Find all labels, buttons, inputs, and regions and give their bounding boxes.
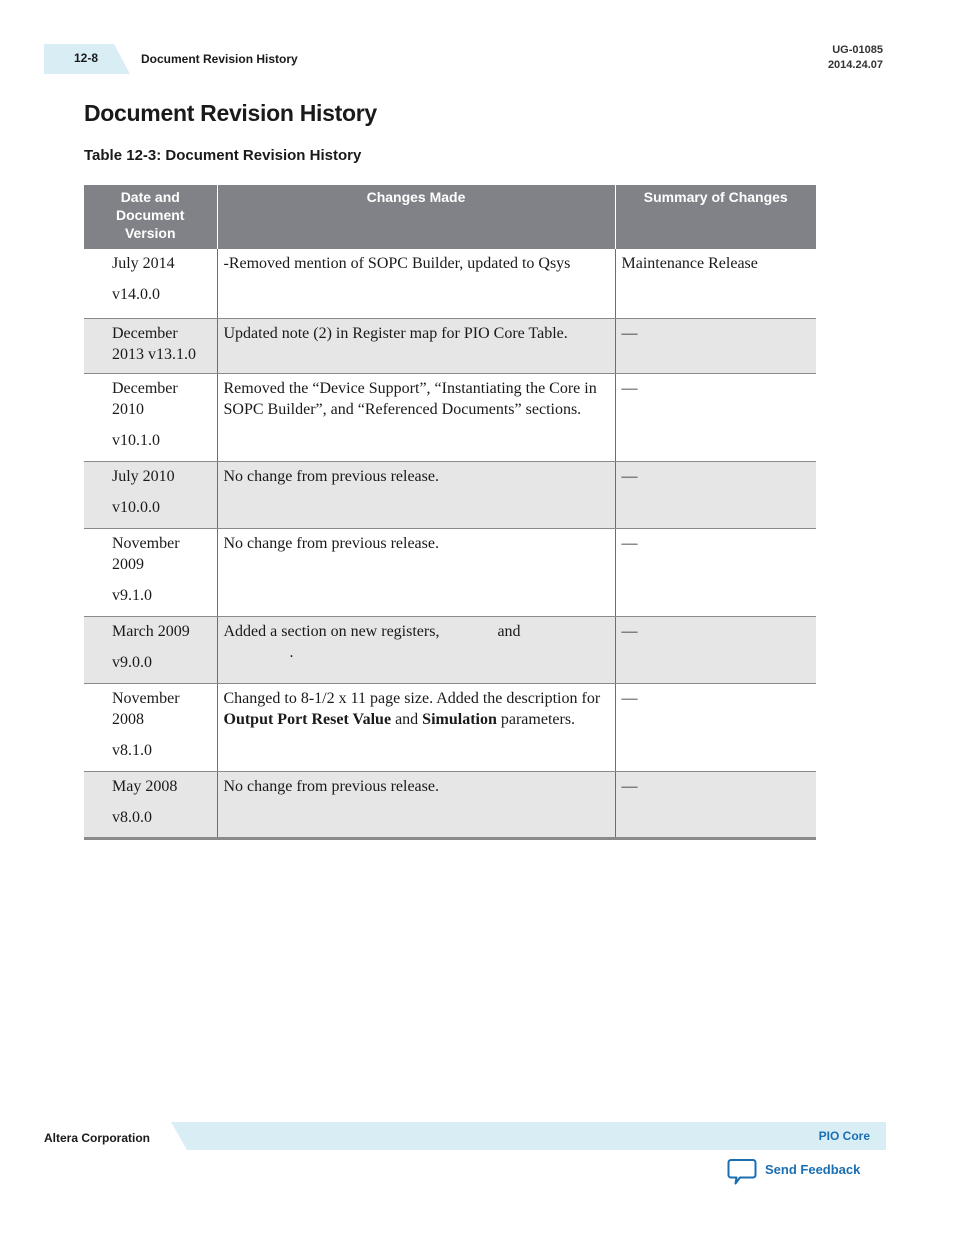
table-row	[84, 771, 816, 838]
changes-text: .	[289, 643, 294, 661]
page-number: 12-8	[74, 51, 99, 65]
send-feedback-label: Send Feedback	[765, 1162, 861, 1177]
cell-date	[84, 616, 217, 683]
cell-changes: No change from previous release.	[217, 461, 615, 528]
cell-date	[84, 528, 217, 616]
cell-summary: —	[615, 616, 816, 683]
revision-date: December 2013 v13.1.0	[112, 324, 196, 363]
cell-changes: Updated note (2) in Register map for PIO Core Table.	[217, 318, 615, 373]
revision-version: v10.1.0	[112, 431, 160, 449]
document-number: UG-01085	[832, 44, 883, 56]
revision-date: July 2010	[112, 467, 175, 485]
table-row	[84, 318, 816, 373]
changes-text: and	[395, 710, 419, 728]
table-row	[84, 249, 816, 318]
cell-summary: —	[615, 528, 816, 616]
table-caption: Table 12-3: Document Revision History	[84, 147, 362, 164]
revision-version: v9.0.0	[112, 653, 152, 671]
revision-version: v8.1.0	[112, 741, 152, 759]
table-row	[84, 373, 816, 461]
cell-changes: No change from previous release.	[217, 771, 615, 838]
footer-company: Altera Corporation	[44, 1131, 151, 1145]
column-header-changes: Changes Made	[217, 185, 615, 249]
revision-version: v14.0.0	[112, 286, 160, 303]
footer-product-link[interactable]: PIO Core	[818, 1129, 870, 1143]
speech-bubble-icon	[727, 1158, 757, 1191]
cell-date	[84, 771, 217, 838]
table-row	[84, 461, 816, 528]
send-feedback-button[interactable]	[727, 1158, 860, 1188]
revision-date: November 2008	[112, 689, 180, 728]
cell-summary: —	[615, 461, 816, 528]
cell-changes: Removed the “Device Support”, “Instantiating the Core in SOPC Builder”, and “Referenced Documents” sections.	[217, 373, 615, 461]
revision-date: December 2010	[112, 379, 178, 418]
changes-text: Added a section on new registers,	[223, 622, 440, 640]
revision-version: v10.0.0	[112, 498, 160, 516]
revision-date: July 2014	[112, 255, 175, 272]
revision-date: March 2009	[112, 622, 190, 640]
cell-summary: —	[615, 318, 816, 373]
document-date: 2014.24.07	[827, 59, 883, 71]
header-section-title: Document Revision History	[141, 52, 298, 66]
revision-version: v8.0.0	[112, 808, 152, 826]
revision-history-table	[84, 185, 816, 840]
revision-version: v9.1.0	[112, 586, 152, 604]
cell-changes: -Removed mention of SOPC Builder, updated to Qsys	[217, 249, 615, 318]
cell-summary: —	[615, 771, 816, 838]
cell-date	[84, 461, 217, 528]
cell-summary: Maintenance Release	[615, 249, 816, 318]
document-id	[828, 43, 883, 73]
table-row	[84, 683, 816, 771]
cell-date	[84, 318, 217, 373]
changes-text: parameters.	[500, 710, 576, 728]
parameter-name: Output Port Reset Value	[223, 710, 392, 728]
parameter-name: Simulation	[422, 710, 497, 728]
footer-band	[171, 1122, 886, 1150]
cell-summary: —	[615, 683, 816, 771]
table-header-row	[84, 185, 816, 249]
cell-date	[84, 683, 217, 771]
cell-changes	[217, 616, 615, 683]
table-row	[84, 528, 816, 616]
column-header-date: Date and Document Version	[84, 185, 217, 249]
cell-date	[84, 373, 217, 461]
revision-date: May 2008	[112, 777, 178, 795]
revision-date: November 2009	[112, 534, 180, 573]
page-title: Document Revision History	[84, 100, 377, 126]
cell-changes	[217, 683, 615, 771]
cell-changes: No change from previous release.	[217, 528, 615, 616]
changes-text: Changed to 8-1/2 x 11 page size. Added the description for	[223, 689, 601, 707]
table-row	[84, 616, 816, 683]
cell-summary: —	[615, 373, 816, 461]
changes-text: and	[497, 622, 521, 640]
cell-date	[84, 249, 217, 318]
column-header-summary: Summary of Changes	[615, 185, 816, 249]
